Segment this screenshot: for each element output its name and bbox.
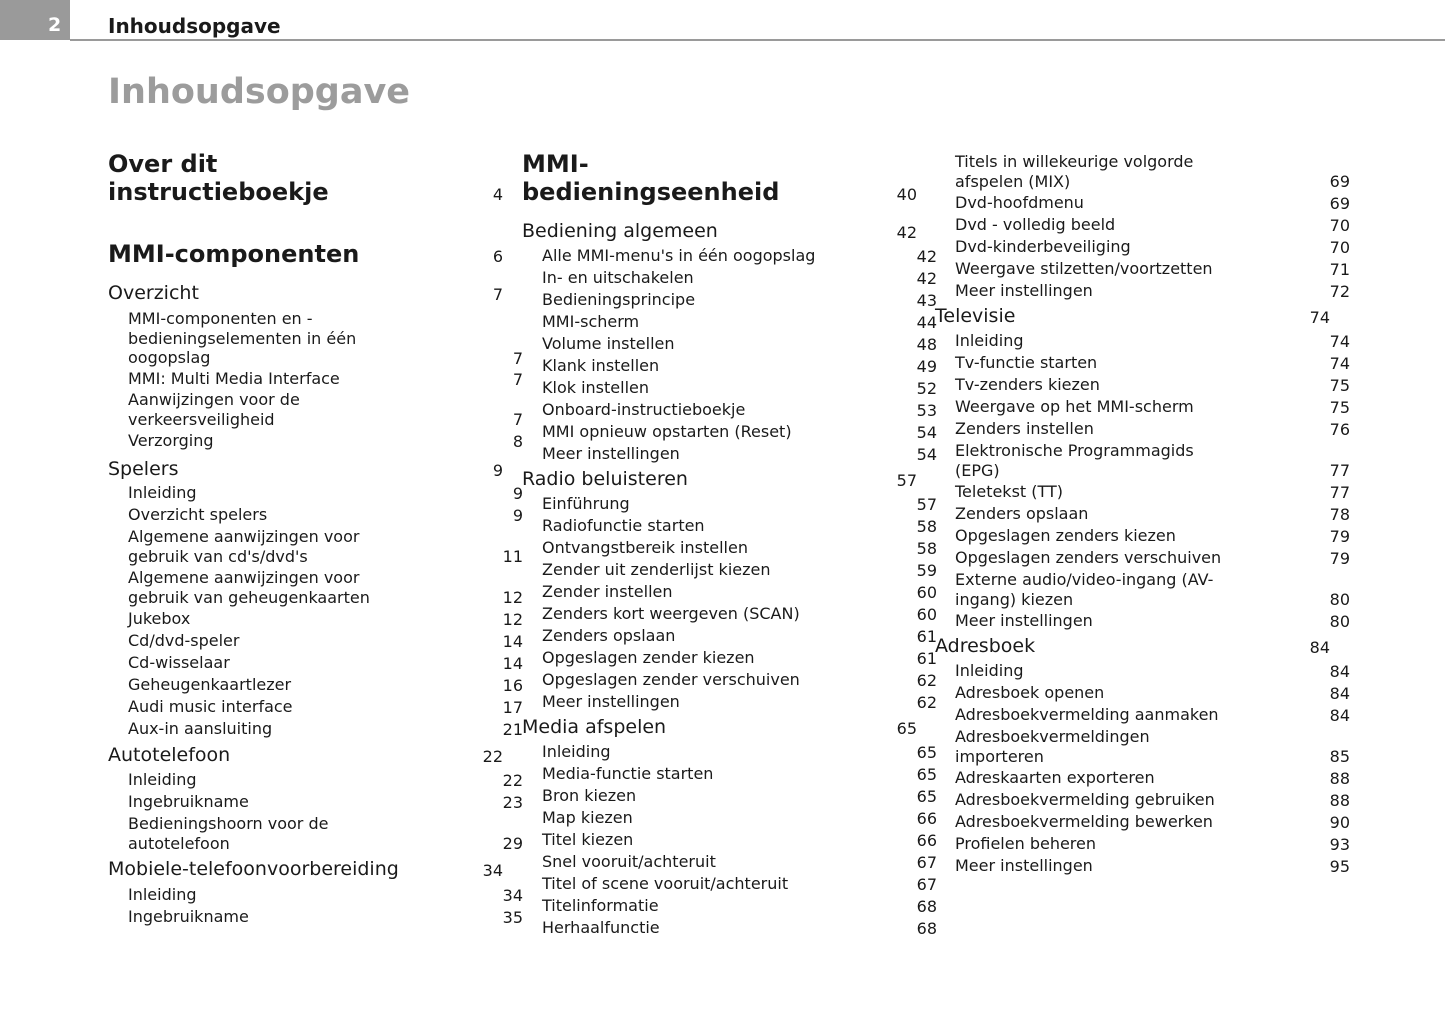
- toc-item[interactable]: [935, 397, 1350, 417]
- toc-page-number: 80: [1329, 611, 1350, 631]
- page-title: Inhoudsopgave: [108, 72, 411, 112]
- toc-item[interactable]: [935, 768, 1350, 788]
- toc-entry-text: MMI-scherm: [542, 312, 640, 331]
- toc-entry-text: Ontvangstbereik instellen: [542, 538, 748, 557]
- toc-page-number: 58: [916, 538, 937, 558]
- toc-entry-text: Overzicht: [108, 282, 199, 304]
- toc-page-number: 17: [502, 697, 523, 717]
- toc-page-number: 88: [1329, 768, 1350, 788]
- toc-item[interactable]: [935, 215, 1350, 235]
- toc-entry-text: Dvd-hoofdmenu: [955, 193, 1084, 212]
- toc-item[interactable]: [522, 334, 937, 354]
- toc-item[interactable]: [935, 441, 1350, 480]
- toc-section[interactable]: [935, 637, 1330, 657]
- toc-entry-text: Volume instellen: [542, 334, 675, 353]
- toc-page-number: 84: [1329, 661, 1350, 681]
- toc-page-number: 52: [916, 378, 937, 398]
- toc-page-number: 72: [1329, 281, 1350, 301]
- page-header: [0, 0, 1445, 42]
- toc-page-number: 11: [502, 546, 523, 566]
- toc-page-number: 65: [916, 786, 937, 806]
- toc-entry-text: Adresboek openen: [955, 683, 1105, 702]
- toc-item[interactable]: [108, 907, 523, 927]
- toc-item[interactable]: [108, 483, 523, 503]
- toc-entry-text: Einführung: [542, 494, 630, 513]
- toc-entry-text: Inleiding: [542, 742, 611, 761]
- toc-item[interactable]: [935, 331, 1350, 351]
- toc-section[interactable]: [108, 746, 503, 766]
- toc-page-number: 88: [1329, 790, 1350, 810]
- toc-page-number: 68: [916, 896, 937, 916]
- toc-entry-text: Radiofunctie starten: [542, 516, 705, 535]
- toc-page-number: 7: [512, 409, 523, 429]
- toc-section[interactable]: [935, 307, 1330, 327]
- toc-item[interactable]: [522, 312, 937, 332]
- toc-entry-text: Media-functie starten: [542, 764, 714, 783]
- toc-entry-text: MMI opnieuw opstarten (Reset): [542, 422, 792, 441]
- toc-page-number: 95: [1329, 856, 1350, 876]
- toc-item[interactable]: [522, 582, 937, 602]
- toc-item[interactable]: [108, 631, 523, 651]
- toc-page-number: 65: [896, 718, 917, 738]
- toc-entry-text: Titelinformatie: [542, 896, 659, 915]
- toc-page-number: 84: [1329, 683, 1350, 703]
- toc-item[interactable]: [522, 626, 937, 646]
- toc-section[interactable]: [522, 222, 917, 242]
- toc-page-number: 61: [916, 626, 937, 646]
- toc-entry-text: Inleiding: [128, 483, 197, 502]
- toc-entry-text: Klok instellen: [542, 378, 649, 397]
- toc-item[interactable]: [108, 505, 523, 525]
- toc-item[interactable]: [522, 786, 937, 806]
- toc-entry-text: Opgeslagen zenders verschuiven: [955, 548, 1222, 567]
- toc-page-number: 66: [916, 808, 937, 828]
- toc-entry-text: Meer instellingen: [955, 611, 1093, 630]
- toc-item[interactable]: [935, 727, 1350, 766]
- toc-page-number: 9: [512, 505, 523, 525]
- toc-item[interactable]: [522, 764, 937, 784]
- toc-entry-text: Meer instellingen: [542, 692, 680, 711]
- toc-entry-text: Snel vooruit/achteruit: [542, 852, 716, 871]
- toc-page-number: 34: [482, 860, 503, 880]
- toc-item[interactable]: [108, 390, 523, 429]
- toc-entry-text: Spelers: [108, 458, 179, 480]
- toc-entry-text: Aanwijzingen voor de verkeersveiligheid: [128, 390, 300, 429]
- toc-page-number: 14: [502, 653, 523, 673]
- toc-item[interactable]: [935, 790, 1350, 810]
- toc-item[interactable]: [522, 422, 937, 442]
- toc-entry-text: Televisie: [935, 305, 1016, 327]
- toc-page-number: 67: [916, 852, 937, 872]
- toc-item[interactable]: [522, 268, 937, 288]
- toc-item[interactable]: [522, 494, 937, 514]
- toc-entry-text: Zender uit zenderlijst kiezen: [542, 560, 771, 579]
- toc-entry-text: Algemene aanwijzingen voor gebruik van geheugenkaarten: [128, 568, 370, 607]
- toc-item[interactable]: [522, 516, 937, 536]
- toc-item[interactable]: [522, 648, 937, 668]
- toc-entry-text: Overzicht spelers: [128, 505, 268, 524]
- toc-page-number: 8: [512, 431, 523, 451]
- toc-entry-text: Adresboekvermelding aanmaken: [955, 705, 1219, 724]
- header-divider: [70, 39, 1445, 41]
- toc-entry-text: Over dit instructieboekje: [108, 150, 329, 206]
- toc-item[interactable]: [108, 814, 523, 853]
- toc-chapter[interactable]: [108, 150, 503, 206]
- toc-entry-text: Autotelefoon: [108, 744, 231, 766]
- toc-entry-text: Meer instellingen: [542, 444, 680, 463]
- toc-entry-text: MMI-componenten en - bedieningselementen in één oogopslag: [128, 309, 357, 367]
- toc-page-number: 57: [896, 470, 917, 490]
- toc-item[interactable]: [108, 792, 523, 812]
- toc-entry-text: Bedieningshoorn voor de autotelefoon: [128, 814, 329, 853]
- toc-item[interactable]: [522, 830, 937, 850]
- toc-entry-text: Cd/dvd-speler: [128, 631, 240, 650]
- toc-item[interactable]: [522, 852, 937, 872]
- toc-entry-text: Zender instellen: [542, 582, 673, 601]
- toc-item[interactable]: [108, 369, 523, 389]
- toc-page-number: 34: [502, 885, 523, 905]
- toc-page-number: 65: [916, 764, 937, 784]
- toc-item[interactable]: [108, 770, 523, 790]
- toc-page-number: 74: [1329, 353, 1350, 373]
- toc-item[interactable]: [108, 609, 523, 629]
- toc-page-number: 59: [916, 560, 937, 580]
- toc-entry-text: Ingebruikname: [128, 907, 249, 926]
- toc-item[interactable]: [935, 834, 1350, 854]
- toc-page-number: 7: [512, 369, 523, 389]
- toc-entry-text: Dvd-kinderbeveiliging: [955, 237, 1131, 256]
- toc-entry-text: MMI-componenten: [108, 240, 360, 268]
- toc-entry-text: Inleiding: [955, 331, 1024, 350]
- toc-entry-text: Bron kiezen: [542, 786, 637, 805]
- toc-page-number: 69: [1329, 193, 1350, 213]
- toc-page-number: 69: [1329, 171, 1350, 191]
- toc-page-number: 79: [1329, 526, 1350, 546]
- toc-page-number: 93: [1329, 834, 1350, 854]
- toc-entry-text: Adresboekvermelding bewerken: [955, 812, 1213, 831]
- toc-item[interactable]: [935, 259, 1350, 279]
- toc-item[interactable]: [935, 504, 1350, 524]
- toc-entry-text: Inleiding: [128, 885, 197, 904]
- header-title: Inhoudsopgave: [108, 14, 281, 38]
- toc-entry-text: Opgeslagen zenders kiezen: [955, 526, 1176, 545]
- toc-entry-text: Onboard-instructieboekje: [542, 400, 746, 419]
- toc-page-number: 6: [492, 246, 503, 266]
- toc-item[interactable]: [935, 683, 1350, 703]
- toc-item[interactable]: [935, 548, 1350, 568]
- toc-page-number: 29: [502, 833, 523, 853]
- toc-item[interactable]: [108, 527, 523, 566]
- toc-page-number: 16: [502, 675, 523, 695]
- toc-entry-text: Alle MMI-menu's in één oogopslag: [542, 246, 816, 265]
- toc-page-number: 44: [916, 312, 937, 332]
- toc-page-number: 54: [916, 422, 937, 442]
- toc-item[interactable]: [522, 378, 937, 398]
- toc-entry-text: MMI- bedieningseenheid: [522, 150, 780, 206]
- toc-item[interactable]: [935, 193, 1350, 213]
- toc-item[interactable]: [522, 290, 937, 310]
- toc-entry-text: Externe audio/video-ingang (AV- ingang) kiezen: [955, 570, 1214, 609]
- toc-entry-text: Dvd - volledig beeld: [955, 215, 1116, 234]
- toc-page-number: 9: [512, 483, 523, 503]
- toc-entry-text: Teletekst (TT): [955, 482, 1064, 501]
- toc-entry-text: Adresboek: [935, 635, 1036, 657]
- toc-entry-text: Algemene aanwijzingen voor gebruik van cd's/dvd's: [128, 527, 360, 566]
- toc-page-number: 58: [916, 516, 937, 536]
- toc-item[interactable]: [108, 568, 523, 607]
- toc-item[interactable]: [522, 918, 937, 938]
- toc-entry-text: Mobiele-telefoonvoorbereiding: [108, 858, 399, 880]
- toc-item[interactable]: [935, 856, 1350, 876]
- toc-item[interactable]: [522, 400, 937, 420]
- toc-page-number: 62: [916, 670, 937, 690]
- toc-page-number: 70: [1329, 237, 1350, 257]
- toc-page-number: 53: [916, 400, 937, 420]
- toc-item[interactable]: [108, 697, 523, 717]
- toc-item[interactable]: [935, 526, 1350, 546]
- toc-entry-text: In- en uitschakelen: [542, 268, 694, 287]
- toc-entry-text: Jukebox: [128, 609, 191, 628]
- toc-section[interactable]: [522, 718, 917, 738]
- toc-item[interactable]: [108, 431, 523, 451]
- toc-item[interactable]: [935, 237, 1350, 257]
- toc-item[interactable]: [935, 611, 1350, 631]
- toc-page-number: 75: [1329, 375, 1350, 395]
- toc-page-number: 35: [502, 907, 523, 927]
- toc-entry-text: Zenders opslaan: [955, 504, 1089, 523]
- toc-entry-text: Zenders kort weergeven (SCAN): [542, 604, 800, 623]
- toc-page-number: 74: [1309, 307, 1330, 327]
- toc-entry-text: Meer instellingen: [955, 856, 1093, 875]
- toc-entry-text: Titels in willekeurige volgorde afspelen (MIX): [955, 152, 1194, 191]
- toc-section[interactable]: [108, 284, 503, 304]
- page-number: 2: [48, 14, 62, 36]
- toc-item[interactable]: [935, 375, 1350, 395]
- toc-entry-text: Inleiding: [955, 661, 1024, 680]
- toc-page-number: 67: [916, 874, 937, 894]
- toc-page-number: 66: [916, 830, 937, 850]
- toc-entry-text: Audi music interface: [128, 697, 293, 716]
- toc-section[interactable]: [108, 460, 503, 480]
- toc-entry-text: Tv-zenders kiezen: [955, 375, 1100, 394]
- toc-item[interactable]: [108, 653, 523, 673]
- toc-entry-text: Radio beluisteren: [522, 468, 688, 490]
- toc-item[interactable]: [108, 675, 523, 695]
- toc-page-number: 68: [916, 918, 937, 938]
- toc-entry-text: Adresboekvermeldingen importeren: [955, 727, 1150, 766]
- toc-page-number: 60: [916, 604, 937, 624]
- toc-page-number: 9: [492, 460, 503, 480]
- toc-item[interactable]: [935, 812, 1350, 832]
- toc-entry-text: Profielen beheren: [955, 834, 1097, 853]
- toc-entry-text: Zenders opslaan: [542, 626, 676, 645]
- toc-page-number: 23: [502, 792, 523, 812]
- toc-item[interactable]: [935, 152, 1350, 191]
- toc-page-number: 22: [502, 770, 523, 790]
- toc-entry-text: Opgeslagen zender kiezen: [542, 648, 755, 667]
- toc-entry-text: Adresboekvermelding gebruiken: [955, 790, 1215, 809]
- toc-page-number: 80: [1329, 589, 1350, 609]
- toc-page-number: 42: [916, 268, 937, 288]
- toc-section[interactable]: [522, 470, 917, 490]
- toc-entry-text: Ingebruikname: [128, 792, 249, 811]
- toc-entry-text: Cd-wisselaar: [128, 653, 230, 672]
- toc-item[interactable]: [522, 246, 937, 266]
- toc-page-number: 12: [502, 609, 523, 629]
- toc-item[interactable]: [522, 692, 937, 712]
- toc-page-number: 65: [916, 742, 937, 762]
- toc-page-number: 60: [916, 582, 937, 602]
- toc-page-number: 7: [492, 284, 503, 304]
- toc-page-number: 90: [1329, 812, 1350, 832]
- toc-page-number: 61: [916, 648, 937, 668]
- toc-entry-text: Elektronische Programmagids (EPG): [955, 441, 1194, 480]
- toc-item[interactable]: [522, 742, 937, 762]
- toc-page-number: 54: [916, 444, 937, 464]
- toc-item[interactable]: [935, 281, 1350, 301]
- toc-page-number: 22: [482, 746, 503, 766]
- toc-item[interactable]: [935, 482, 1350, 502]
- toc-item[interactable]: [935, 661, 1350, 681]
- toc-item[interactable]: [522, 444, 937, 464]
- toc-section[interactable]: [108, 860, 503, 880]
- toc-page-number: 85: [1329, 746, 1350, 766]
- toc-entry-text: Inleiding: [128, 770, 197, 789]
- toc-page-number: 7: [512, 348, 523, 368]
- toc-page-number: 42: [896, 222, 917, 242]
- toc-entry-text: Opgeslagen zender verschuiven: [542, 670, 800, 689]
- toc-entry-text: Aux-in aansluiting: [128, 719, 273, 738]
- toc-chapter[interactable]: [522, 150, 917, 206]
- toc-page-number: 4: [492, 184, 503, 204]
- toc-entry-text: Klank instellen: [542, 356, 660, 375]
- toc-item[interactable]: [108, 885, 523, 905]
- toc-entry-text: Titel kiezen: [542, 830, 634, 849]
- toc-entry-text: Verzorging: [128, 431, 214, 450]
- toc-entry-text: Titel of scene vooruit/achteruit: [542, 874, 789, 893]
- toc-chapter[interactable]: [108, 240, 503, 268]
- toc-entry-text: Meer instellingen: [955, 281, 1093, 300]
- toc-page-number: 14: [502, 631, 523, 651]
- toc-page-number: 43: [916, 290, 937, 310]
- toc-page-number: 21: [502, 719, 523, 739]
- toc-page-number: 78: [1329, 504, 1350, 524]
- toc-item[interactable]: [108, 719, 523, 739]
- toc-page-number: 84: [1309, 637, 1330, 657]
- toc-entry-text: Tv-functie starten: [955, 353, 1098, 372]
- toc-entry-text: Zenders instellen: [955, 419, 1094, 438]
- toc-entry-text: Adreskaarten exporteren: [955, 768, 1155, 787]
- toc-item[interactable]: [522, 670, 937, 690]
- toc-page-number: 77: [1329, 482, 1350, 502]
- toc-page-number: 76: [1329, 419, 1350, 439]
- toc-page-number: 48: [916, 334, 937, 354]
- toc-item[interactable]: [522, 538, 937, 558]
- toc-page-number: 79: [1329, 548, 1350, 568]
- toc-page-number: 77: [1329, 460, 1350, 480]
- toc-page-number: 75: [1329, 397, 1350, 417]
- toc-entry-text: MMI: Multi Media Interface: [128, 369, 340, 388]
- toc-page-number: 12: [502, 587, 523, 607]
- toc-page-number: 70: [1329, 215, 1350, 235]
- toc-page-number: 49: [916, 356, 937, 376]
- toc-item[interactable]: [522, 560, 937, 580]
- toc-entry-text: Media afspelen: [522, 716, 667, 738]
- toc-entry-text: Weergave stilzetten/voortzetten: [955, 259, 1213, 278]
- toc-item[interactable]: [522, 356, 937, 376]
- toc-entry-text: Weergave op het MMI-scherm: [955, 397, 1194, 416]
- toc-entry-text: Herhaalfunctie: [542, 918, 660, 937]
- toc-item[interactable]: [935, 570, 1350, 609]
- toc-item[interactable]: [522, 604, 937, 624]
- toc-item[interactable]: [522, 808, 937, 828]
- toc-page-number: 74: [1329, 331, 1350, 351]
- toc-entry-text: Geheugenkaartlezer: [128, 675, 292, 694]
- toc-page-number: 57: [916, 494, 937, 514]
- toc-item[interactable]: [522, 874, 937, 894]
- toc-item[interactable]: [935, 705, 1350, 725]
- toc-entry-text: Bedieningsprincipe: [542, 290, 696, 309]
- toc-item[interactable]: [522, 896, 937, 916]
- toc-item[interactable]: [108, 309, 523, 368]
- toc-item[interactable]: [935, 419, 1350, 439]
- toc-page-number: 42: [916, 246, 937, 266]
- toc-page-number: 40: [896, 184, 917, 204]
- toc-item[interactable]: [935, 353, 1350, 373]
- toc-page-number: 62: [916, 692, 937, 712]
- toc-entry-text: Map kiezen: [542, 808, 633, 827]
- toc-page-number: 84: [1329, 705, 1350, 725]
- toc-entry-text: Bediening algemeen: [522, 220, 718, 242]
- toc-page-number: 71: [1329, 259, 1350, 279]
